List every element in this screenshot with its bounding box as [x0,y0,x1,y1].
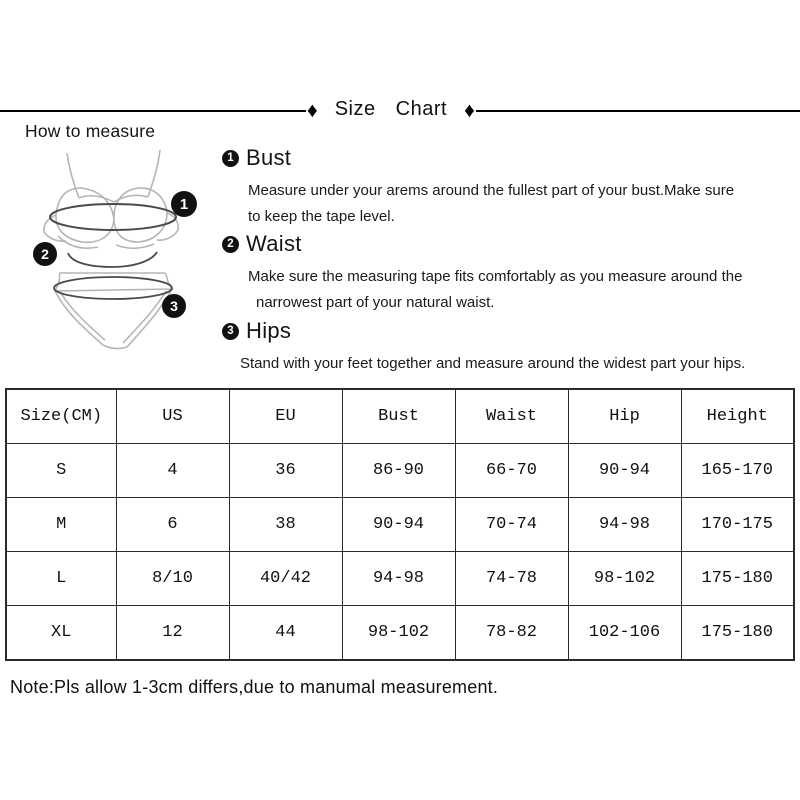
table-cell: 74-78 [455,552,568,606]
table-cell: 90-94 [568,444,681,498]
section-text-line: narrowest part of your natural waist. [256,294,495,311]
table-cell: 70-74 [455,498,568,552]
table-cell: 94-98 [568,498,681,552]
table-cell: 36 [229,444,342,498]
waist-tape-arc [68,252,157,267]
bikini-top-graphic [44,150,178,248]
marker-1-badge [171,191,197,217]
table-cell: 86-90 [342,444,455,498]
svg-text:2: 2 [41,246,49,262]
table-cell: M [6,498,116,552]
note-text: Note:Pls allow 1-3cm differs,due to manumal measurement. [10,677,499,697]
table-cell: 44 [229,606,342,661]
table-header-cell: Bust [342,389,455,444]
table-row-l [6,552,794,606]
table-cell: 6 [116,498,229,552]
section-hips-heading [222,318,800,344]
divider-line-right [476,110,800,112]
table-cell: 170-175 [681,498,794,552]
section-waist-title: Waist [246,231,302,256]
section-bust-heading [222,145,800,171]
section-hips-title: Hips [246,318,292,343]
section-hips-text [222,351,800,377]
table-header-cell: US [116,389,229,444]
table-row-m [6,498,794,552]
table-cell: XL [6,606,116,661]
table-header-cell: Height [681,389,794,444]
table-header-cell: Size(CM) [6,389,116,444]
table-cell: 94-98 [342,552,455,606]
page-title: Size Chart [334,97,448,120]
table-cell: L [6,552,116,606]
svg-text:1: 1 [179,196,189,213]
table-cell: 12 [116,606,229,661]
table-cell: 8/10 [116,552,229,606]
table-cell: 78-82 [455,606,568,661]
table-cell: S [6,444,116,498]
hip-tape-ellipse [54,277,172,299]
table-cell: 175-180 [681,606,794,661]
table-cell: 4 [116,444,229,498]
table-cell: 98-102 [342,606,455,661]
section-waist-heading [222,231,800,257]
section-text-line: to keep the tape level. [248,208,395,225]
table-header-cell: Waist [455,389,568,444]
section-bust [222,145,800,230]
section-bust-title: Bust [246,145,292,170]
table-cell: 102-106 [568,606,681,661]
table-cell: 175-180 [681,552,794,606]
how-to-measure-title: How to measure [25,121,156,141]
table-row-s [6,444,794,498]
svg-text:3: 3 [170,298,178,314]
step-2-badge: 2 [222,236,239,253]
section-hips [222,318,800,377]
section-waist-text [222,264,800,316]
measurement-illustration-graphic [28,140,228,352]
marker-3-badge [162,294,186,318]
size-table [5,388,795,661]
section-text-line: Measure under your arems around the fullest part of your bust.Make sure [248,182,735,199]
table-cell: 90-94 [342,498,455,552]
bikini-bottom-graphic [55,273,172,349]
table-header-cell: EU [229,389,342,444]
table-cell: 38 [229,498,342,552]
diamond-icon-left: ♦ [307,98,318,122]
table-header-cell: Hip [568,389,681,444]
divider-line-left [0,110,306,112]
section-text-line: Make sure the measuring tape fits comfortably as you measure around the [248,268,743,285]
step-1-badge: 1 [222,150,239,167]
table-cell: 165-170 [681,444,794,498]
table-header-row [6,389,794,444]
table-cell: 40/42 [229,552,342,606]
section-text-line: Stand with your feet together and measure around the widest part your hips. [240,355,746,372]
section-bust-text [222,178,800,230]
section-waist [222,231,800,316]
diamond-icon-right: ♦ [464,98,475,122]
marker-2-badge [33,242,57,266]
table-cell: 98-102 [568,552,681,606]
step-3-badge: 3 [222,323,239,340]
table-row-xl [6,606,794,661]
table-cell: 66-70 [455,444,568,498]
